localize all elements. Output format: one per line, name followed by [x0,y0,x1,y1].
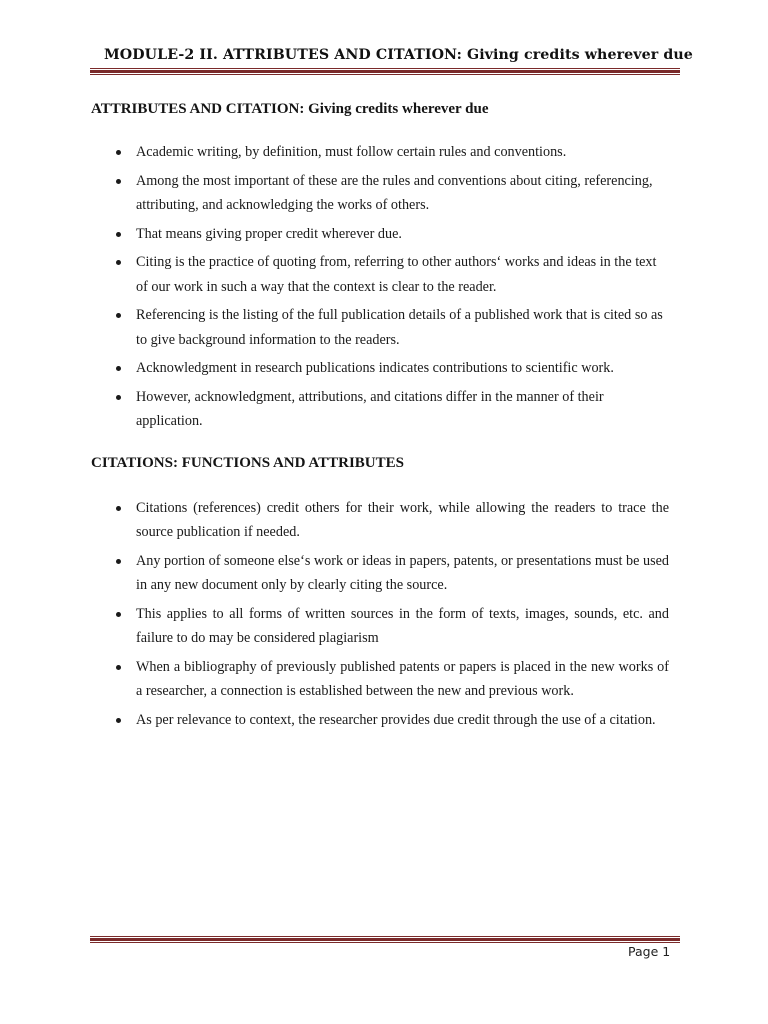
bullet-list-citations [91,496,669,733]
header-rule-bottom [90,74,680,75]
header-rule-top [90,68,680,69]
bullet-icon [116,232,121,237]
footer-rule-bottom [90,942,680,943]
list-item-text: Citing is the practice of quoting from, referring to other authors‘ works and ideas in the text of our work in such a way that the context is clear to the reader. [136,254,657,295]
list-item-text: Among the most important of these are the rules and conventions about citing, referencing, attributing, and acknowledging the works of others. [136,172,653,213]
section-heading-citations: CITATIONS: FUNCTIONS AND ATTRIBUTES [91,454,404,471]
document-body [91,96,669,736]
page-number: Page 1 [628,944,671,959]
footer-rule-thick [90,938,680,941]
header-rule-thick [90,70,680,73]
bullet-icon [116,612,121,617]
bullet-icon [116,665,121,670]
list-item [91,549,669,598]
bullet-icon [116,559,121,564]
header-title: MODULE-2 II. ATTRIBUTES AND CITATION: Giving credits wherever due [104,47,693,63]
list-item [91,222,669,247]
bullet-icon [116,150,121,155]
list-item [91,169,669,218]
list-item-text: That means giving proper credit wherever due. [136,225,402,242]
list-item [91,303,669,352]
bullet-icon [116,260,121,265]
list-item-text: This applies to all forms of written sources in the form of texts, images, sounds, etc. and failure to do may be considered plagiarism [136,605,669,646]
list-item [91,655,669,704]
list-item-text: Referencing is the listing of the full publication details of a published work that is cited so as to give background information to the readers. [136,307,663,348]
bullet-icon [116,395,121,400]
list-item [91,140,669,165]
list-item-text: Academic writing, by definition, must follow certain rules and conventions. [136,144,567,160]
bullet-icon [116,366,121,371]
list-item [91,385,669,434]
list-item-text: Any portion of someone else‘s work or ideas in papers, patents, or presentations must be used in any new document only by clearly citing the source. [136,552,669,593]
list-item-text: However, acknowledgment, attributions, and citations differ in the manner of their application. [136,388,604,429]
list-item-text: As per relevance to context, the researcher provides due credit through the use of a citation. [136,711,656,728]
section-heading-attributes: ATTRIBUTES AND CITATION: Giving credits wherever due [91,101,489,117]
list-item [91,602,669,651]
list-item [91,496,669,545]
list-item [91,708,669,733]
bullet-list-attributes [91,140,669,434]
bullet-icon [116,313,121,318]
list-item [91,250,669,299]
bullet-icon [116,718,121,723]
list-item-text: Acknowledgment in research publications indicates contributions to scientific work. [136,360,614,376]
footer-rule-top [90,936,680,937]
bullet-icon [116,506,121,511]
list-item-text: When a bibliography of previously published patents or papers is placed in the new works of a researcher, a connection is established between the new and previous work. [136,658,669,699]
bullet-icon [116,179,121,184]
list-item [91,356,669,381]
list-item-text: Citations (references) credit others for their work, while allowing the readers to trace the source publication if needed. [136,499,669,540]
